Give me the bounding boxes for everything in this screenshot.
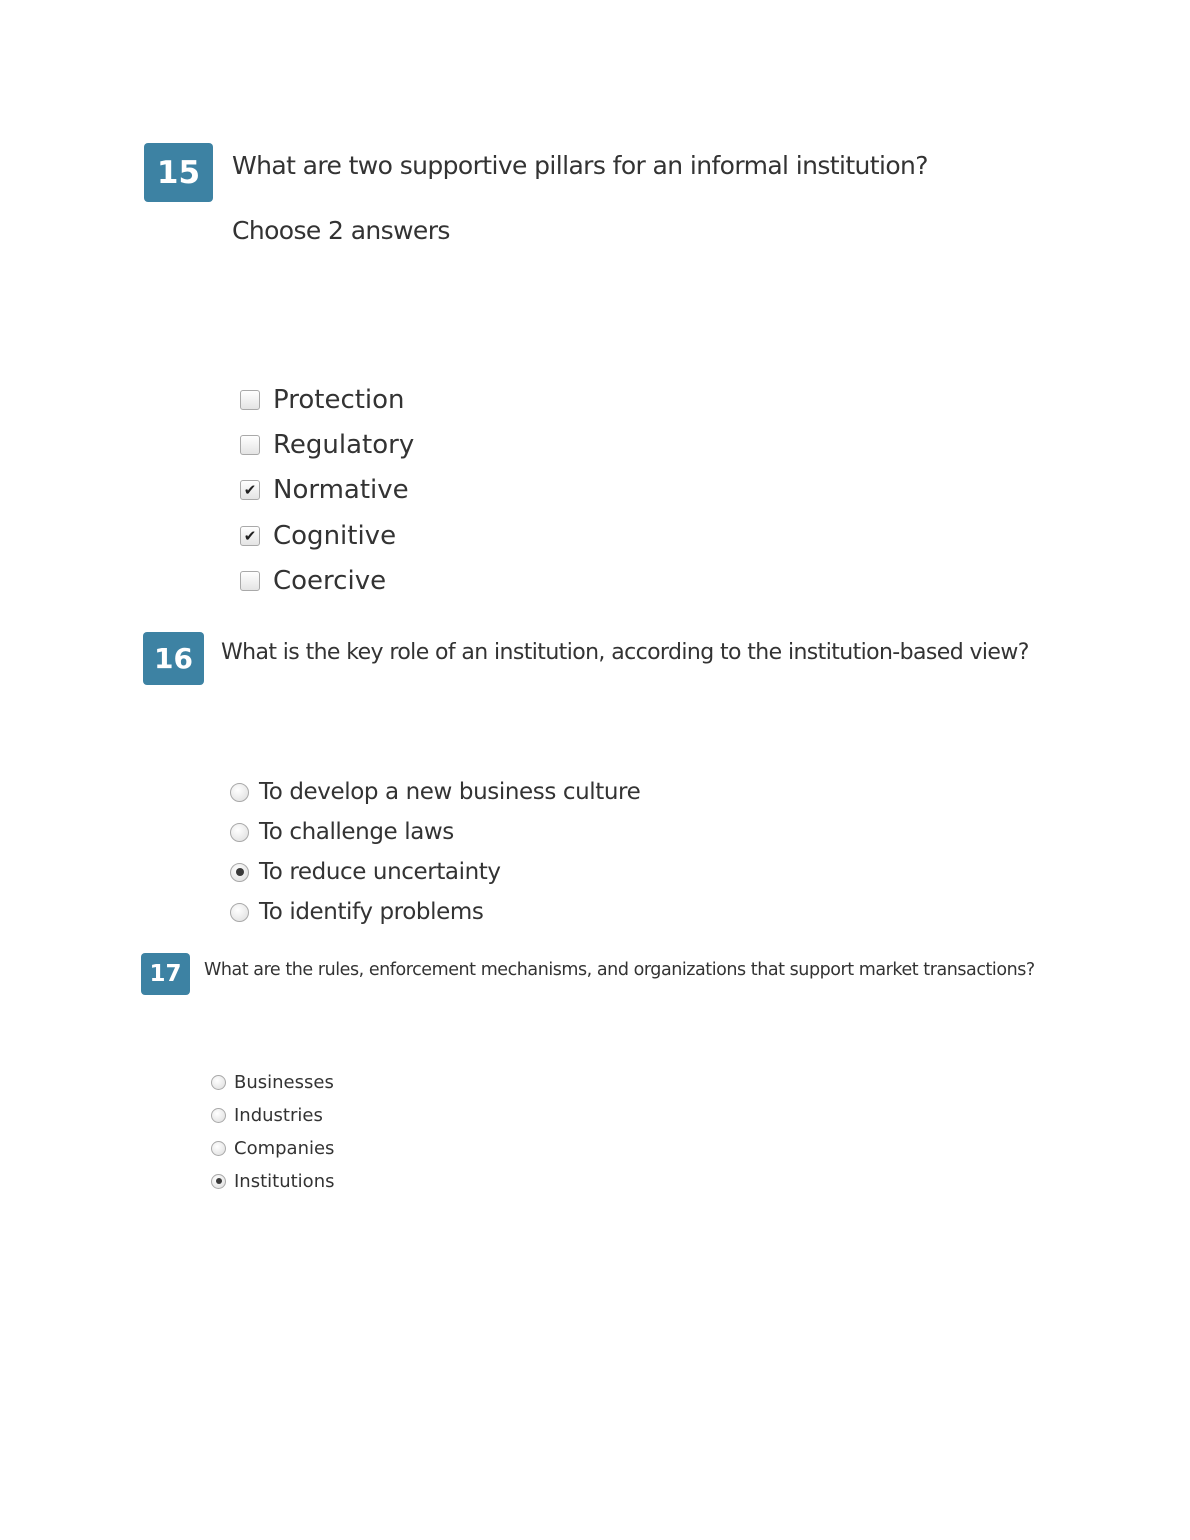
checkmark-icon: ✔: [243, 481, 257, 499]
answer-option[interactable]: [240, 565, 386, 597]
radio-button-unselected[interactable]: [211, 1141, 226, 1156]
answer-option[interactable]: [211, 1070, 334, 1094]
answer-option-label: Companies: [234, 1137, 335, 1159]
answer-option[interactable]: [211, 1103, 323, 1127]
radio-button-unselected[interactable]: [230, 783, 249, 802]
question-text: What is the key role of an institution, according to the institution-based view?: [221, 640, 1029, 665]
question-text: What are the rules, enforcement mechanisms, and organizations that support market transactions?: [204, 960, 1035, 980]
answer-option[interactable]: [211, 1169, 334, 1193]
answer-option[interactable]: [240, 474, 409, 506]
radio-button-selected[interactable]: [211, 1174, 226, 1189]
answer-option-label: To develop a new business culture: [259, 779, 641, 805]
checkbox-unchecked[interactable]: [240, 390, 260, 410]
checkbox-checked[interactable]: [240, 526, 260, 546]
answer-option-label: Institutions: [234, 1170, 335, 1192]
answer-option[interactable]: [230, 817, 454, 847]
answer-option-label: Industries: [234, 1104, 323, 1126]
answer-option[interactable]: [240, 520, 396, 552]
radio-button-selected[interactable]: [230, 863, 249, 882]
answer-option-label: Normative: [273, 475, 409, 505]
answer-option[interactable]: [240, 429, 414, 461]
radio-dot-icon: [216, 1178, 222, 1184]
radio-button-unselected[interactable]: [230, 823, 249, 842]
answer-option-label: To challenge laws: [259, 819, 454, 845]
question-number-badge: 16: [143, 632, 204, 685]
answer-option[interactable]: [240, 384, 405, 416]
radio-button-unselected[interactable]: [211, 1108, 226, 1123]
answer-option-label: To reduce uncertainty: [259, 859, 501, 885]
checkmark-icon: ✔: [243, 527, 257, 545]
answer-option[interactable]: [211, 1136, 334, 1160]
question-text: What are two supportive pillars for an informal institution?: [232, 151, 928, 180]
radio-dot-icon: [236, 868, 244, 876]
answer-option[interactable]: [230, 777, 640, 807]
question-number-badge: 17: [141, 953, 190, 995]
answer-option[interactable]: [230, 857, 501, 887]
checkbox-unchecked[interactable]: [240, 571, 260, 591]
checkbox-checked[interactable]: [240, 480, 260, 500]
answer-option-label: To identify problems: [259, 899, 484, 925]
checkbox-unchecked[interactable]: [240, 435, 260, 455]
radio-button-unselected[interactable]: [230, 903, 249, 922]
answer-option-label: Coercive: [273, 566, 387, 596]
question-number-badge: 15: [144, 143, 213, 202]
answer-option-label: Cognitive: [273, 521, 397, 551]
question-instruction: Choose 2 answers: [232, 216, 450, 245]
radio-button-unselected[interactable]: [211, 1075, 226, 1090]
answer-option[interactable]: [230, 897, 483, 927]
answer-option-label: Businesses: [234, 1071, 334, 1093]
answer-option-label: Protection: [273, 385, 405, 415]
answer-option-label: Regulatory: [273, 430, 415, 460]
